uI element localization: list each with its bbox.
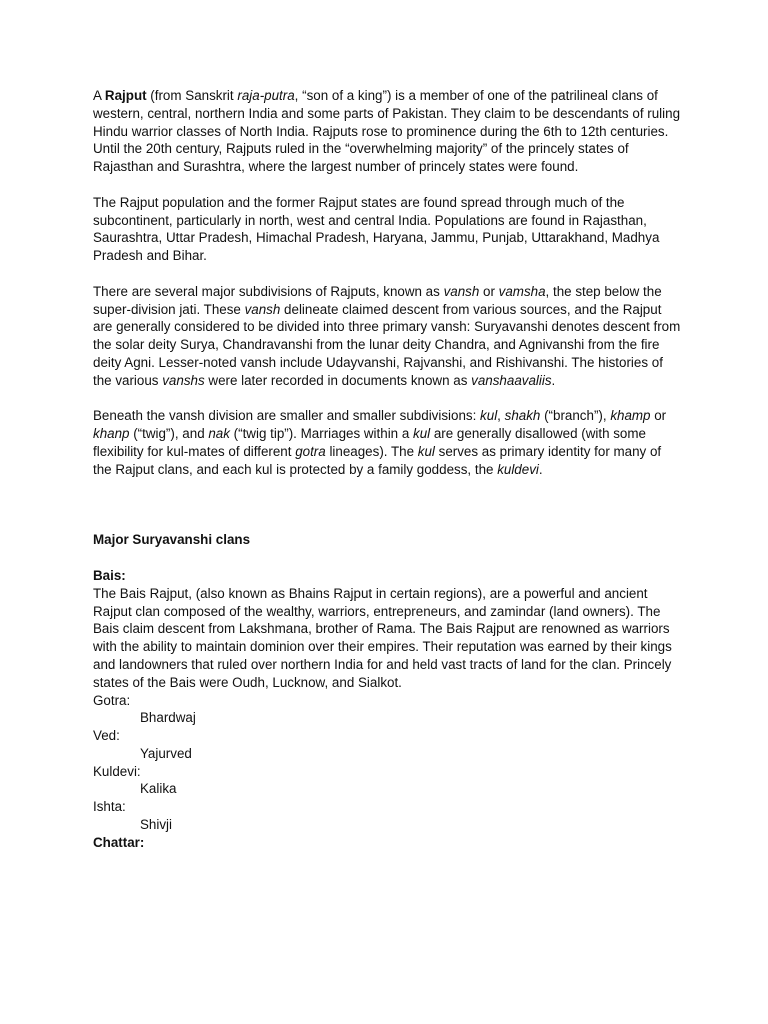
italic-term: kul xyxy=(413,426,431,442)
text-run: , the step below the super-division jati. These xyxy=(93,283,662,317)
text-run: , xyxy=(497,408,505,424)
attribute-label-kuldevi: Kuldevi: xyxy=(93,763,141,779)
italic-term: vansh xyxy=(244,301,281,317)
attribute-label-chattar: Chattar: xyxy=(93,834,145,850)
italic-term: khanp xyxy=(93,426,130,442)
italic-term: shakh xyxy=(504,408,541,424)
spacer xyxy=(93,496,683,531)
text-run: serves as primary identity for many of the Rajput clans, and each kul is protected by a family goddess, the xyxy=(93,443,662,477)
text-run: (“branch”), xyxy=(540,408,611,424)
italic-term: vansh xyxy=(443,283,480,299)
intro-paragraph-2: The Rajput population and the former Rajput states are found spread through much of the subcontinent, particularly in north, west and central India. Populations are found in Rajasthan, Saurashtra, Uttar Pradesh, Himachal Pradesh, Haryana, Jammu, Punjab, Uttarakhand, Madhya Pradesh and Bihar. xyxy=(93,194,660,264)
text-run: Beneath the vansh division are smaller and smaller subdivisions: xyxy=(93,408,481,424)
italic-term: kul xyxy=(480,408,498,424)
intro-paragraph-1 xyxy=(93,87,683,176)
attribute-value-ishta: Shivji xyxy=(140,817,172,833)
text-run: There are several major subdivisions of Rajputs, known as xyxy=(93,283,444,299)
italic-term: kuldevi xyxy=(497,461,539,477)
text-run: or xyxy=(650,408,667,424)
attribute-value-gotra: Bhardwaj xyxy=(140,710,196,726)
document-body xyxy=(93,87,683,852)
italic-term: vanshs xyxy=(162,372,205,388)
clan-description: The Bais Rajput, (also known as Bhains Rajput in certain regions), are a powerful and ancient Rajput clan composed of the wealthy, warriors, entrepreneurs, and zamindar (land owners). The Bais claim descent from Lakshmana, brother of Rama. The Bais Rajput are renowned as warriors with the ability to maintain dominion over their empires. Their reputation was earned by their kings and landowners that ruled over northern India for and held vast tracts of land for the clan. Princely states of the Bais were Oudh, Lucknow, and Sialkot. xyxy=(93,585,672,690)
section-heading: Major Suryavanshi clans xyxy=(93,532,251,548)
term-rajput: Rajput xyxy=(104,88,147,103)
text-run: or xyxy=(479,283,499,299)
text-run: (“twig”), and xyxy=(129,426,209,442)
text-run: . xyxy=(551,372,556,388)
attribute-value-kuldevi: Kalika xyxy=(140,781,177,797)
clan-name: Bais: xyxy=(93,567,126,583)
text-run: delineate claimed descent from various sources, and the Rajput are generally considered to be divided into three primary vansh: Suryavanshi denotes descent from the solar deity Surya, Chandravanshi from the lunar deity Chandra, and Agnivanshi from the fire deity Agni. Lesser-noted vansh include Udayvanshi, Rajvanshi, and Rishivanshi. The histories of the various xyxy=(93,301,681,388)
term-raja-putra: raja-putra xyxy=(237,88,295,103)
intro-paragraph-4 xyxy=(93,407,683,478)
attribute-label-ishta: Ishta: xyxy=(93,799,126,815)
italic-term: vamsha xyxy=(498,283,546,299)
text-run: , “son of a king”) is a member of one of the patrilineal clans of western, central, northern India and some parts of Pakistan. They claim to be descendants of ruling Hindu warrior classes of North India. Rajputs rose to prominence during the 6th to 12th centuries. Until the 20th century, Rajputs ruled in the “overwhelming majority” of the princely states of Rajasthan and Surashtra, where the largest number of princely states were found. xyxy=(93,88,681,175)
text-run: (“twig tip”). Marriages within a xyxy=(229,426,414,442)
attribute-label-ved: Ved: xyxy=(93,728,120,744)
italic-term: gotra xyxy=(295,443,326,459)
text-run: were later recorded in documents known as xyxy=(204,372,472,388)
attribute-value-ved: Yajurved xyxy=(140,745,192,761)
italic-term: khamp xyxy=(610,408,651,424)
italic-term: kul xyxy=(417,443,435,459)
italic-term: nak xyxy=(208,426,230,442)
text-run: (from Sanskrit xyxy=(146,88,238,103)
text-run: lineages). The xyxy=(325,443,418,459)
attribute-label-gotra: Gotra: xyxy=(93,692,131,708)
intro-paragraph-3 xyxy=(93,283,683,390)
text-run: A xyxy=(93,88,105,103)
italic-term: vanshaavaliis xyxy=(471,372,552,388)
text-run: . xyxy=(538,461,543,477)
text-run: are generally disallowed (with some flexibility for kul-mates of different xyxy=(93,426,646,459)
